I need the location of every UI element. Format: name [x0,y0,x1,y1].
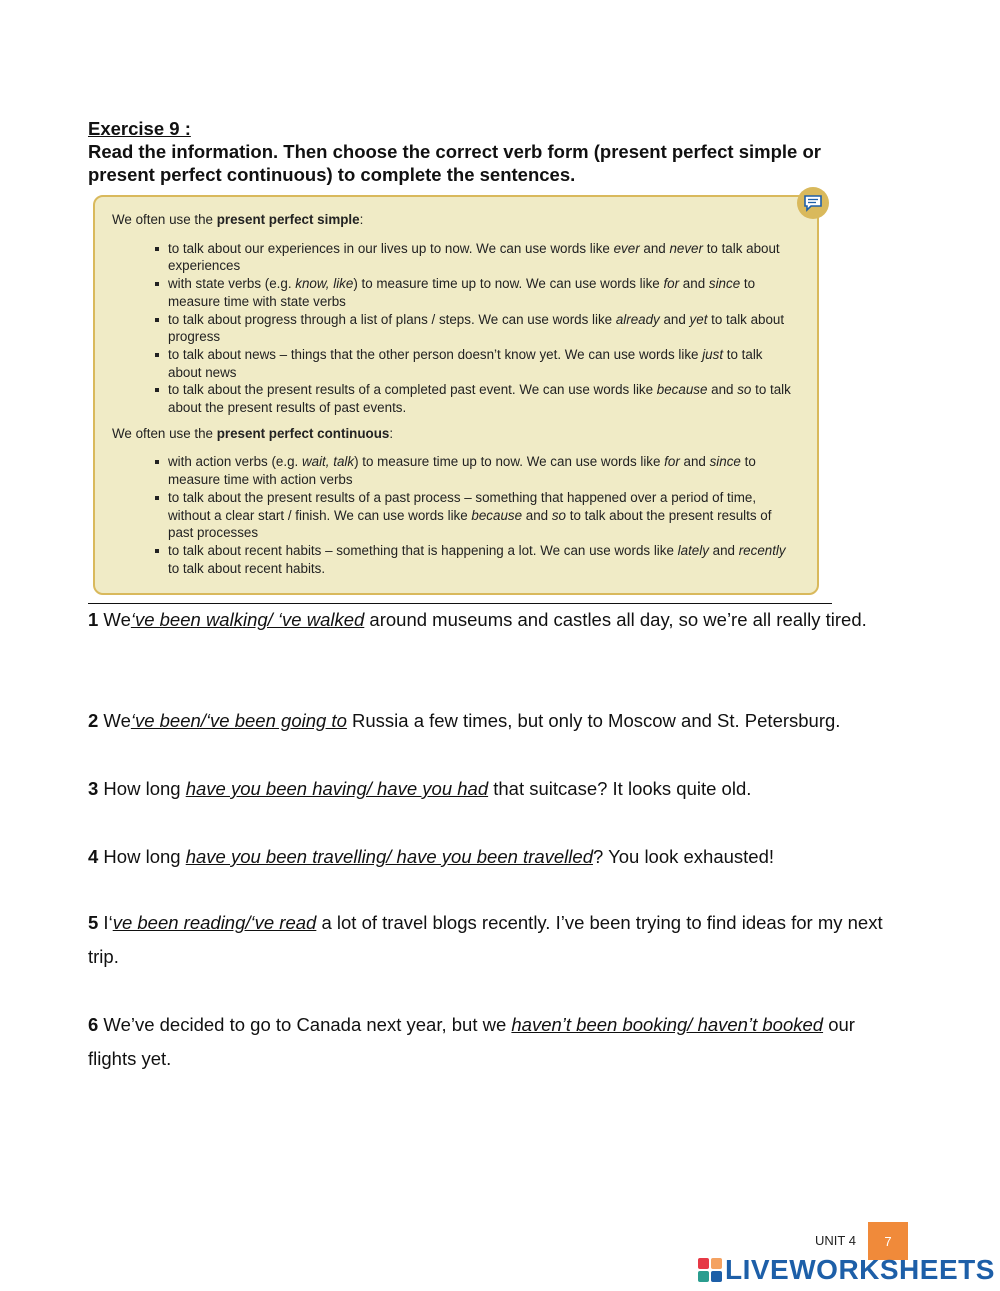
question-text-after: Russia a few times, but only to Moscow and St. Petersburg. [346,710,841,731]
verb-choice[interactable]: have you been having/ have you had [185,778,489,799]
simple-uses-list [112,240,799,417]
example-word: ever [613,240,640,256]
example-word: for [663,276,680,292]
example-word: wait, talk [301,454,355,470]
example-word: never [669,240,703,256]
question-text-after: ? You look exhausted! [592,846,775,867]
item-text: and [639,240,670,256]
question-number: 3 [88,778,99,799]
question-text-after: around museums and castles all day, so we’re all really tired. [364,609,867,630]
unit-label: UNIT 4 [815,1233,856,1248]
question-text-before: We [98,609,131,630]
info-list-item [168,381,799,416]
info-list-item [168,453,799,488]
grammar-info-box [93,195,819,595]
question-number: 2 [88,710,99,731]
item-text: and [707,382,738,398]
continuous-lead-text: We often use the [112,425,217,441]
item-text: with action verbs (e.g. [168,454,302,470]
continuous-lead [112,425,799,443]
item-text: to talk about news – things that the other person doesn’t know yet. We can use words like [168,346,703,362]
verb-choice[interactable]: ‘ve been walking/ ‘ve walked [130,609,365,630]
item-text: to talk about recent habits – something that is happening a lot. We can use words like [168,542,678,558]
continuous-lead-term: present perfect continuous [216,425,390,441]
speech-bubble-icon [797,187,829,219]
verb-choice[interactable]: ‘ve been/‘ve been going to [130,710,347,731]
info-list-item [168,489,799,542]
simple-lead [112,211,799,229]
question-4 [88,840,908,874]
verb-choice[interactable]: ve been reading/‘ve read [112,912,317,933]
item-text: and [522,507,552,523]
info-list-item [168,240,799,275]
item-text: to talk about recent habits. [168,560,326,576]
simple-lead-text: We often use the [112,212,217,227]
example-word: recently [738,542,786,558]
question-number: 6 [88,1014,99,1035]
liveworksheets-logo [698,1254,995,1286]
example-word: already [615,311,660,327]
example-word: since [709,454,741,470]
item-text: and [659,311,690,327]
item-text: ) to measure time up to now. We can use words like [353,276,664,292]
item-text: to talk about progress [168,311,785,345]
item-text: to talk about news [168,346,763,380]
simple-lead-colon: : [359,212,364,227]
item-text: to talk about the present results of past events. [168,382,791,416]
question-2 [88,704,908,738]
info-list-item [168,346,799,381]
page-number: 7 [868,1222,908,1260]
question-text-before: How long [98,846,186,867]
question-text-before: How long [98,778,186,799]
info-list-item [168,275,799,310]
item-text: to talk about progress through a list of plans / steps. We can use words like [168,311,616,327]
item-text: ) to measure time up to now. We can use words like [354,454,665,470]
question-text-after: our flights yet. [88,1014,855,1069]
exercise-heading [88,117,888,186]
question-text-before: I‘ [98,912,113,933]
example-word: for [664,454,680,470]
question-text-before: We [98,710,131,731]
item-text: to measure time with action verbs [168,454,756,488]
question-5 [88,906,908,974]
continuous-uses-list [112,453,799,577]
example-word: so [551,507,566,523]
example-word: yet [689,311,708,327]
continuous-lead-colon: : [389,425,394,441]
exercise-title: Exercise 9 : [88,118,191,139]
example-word: since [708,276,741,292]
logo-wordmark: LIVEWORKSHEETS [725,1254,995,1285]
item-text: and [679,276,709,292]
logo-mark-icon [698,1258,722,1282]
example-word: know, like [295,276,354,292]
example-word: because [656,382,708,398]
item-text: to talk about the present results of a completed past event. We can use words like [168,382,657,398]
question-number: 4 [88,846,99,867]
exercise-instruction: Read the information. Then choose the correct verb form (present perfect simple or present perfect continuous) to complete the sentences. [88,141,821,185]
item-text: to talk about the present results of a past process – something that happened over a period of time, without a clear start / finish. We can use words like [168,489,757,523]
question-6 [88,1008,908,1076]
question-text-after: a lot of travel blogs recently. I’ve been trying to find ideas for my next trip. [88,912,883,967]
question-3 [88,772,908,806]
verb-choice[interactable]: have you been travelling/ have you been travelled [185,846,593,867]
question-1 [88,603,908,637]
item-text: with state verbs (e.g. [168,276,296,292]
verb-choice[interactable]: haven’t been booking/ haven’t booked [511,1014,824,1035]
example-word: just [702,346,724,362]
item-text: and [708,542,739,558]
item-text: to measure time with state verbs [168,276,756,309]
item-text: to talk about our experiences in our lives up to now. We can use words like [168,240,614,256]
question-number: 1 [88,609,99,630]
question-text-before: We’ve decided to go to Canada next year, but we [98,1014,512,1035]
item-text: to talk about the present results of past processes [168,507,772,541]
example-word: lately [677,542,709,558]
info-list-item [168,542,799,577]
example-word: because [471,507,523,523]
question-number: 5 [88,912,99,933]
info-list-item [168,311,799,346]
simple-lead-term: present perfect simple [216,212,360,227]
item-text: and [679,454,710,470]
example-word: so [737,382,752,398]
question-text-after: that suitcase? It looks quite old. [488,778,752,799]
item-text: to talk about experiences [168,240,780,274]
